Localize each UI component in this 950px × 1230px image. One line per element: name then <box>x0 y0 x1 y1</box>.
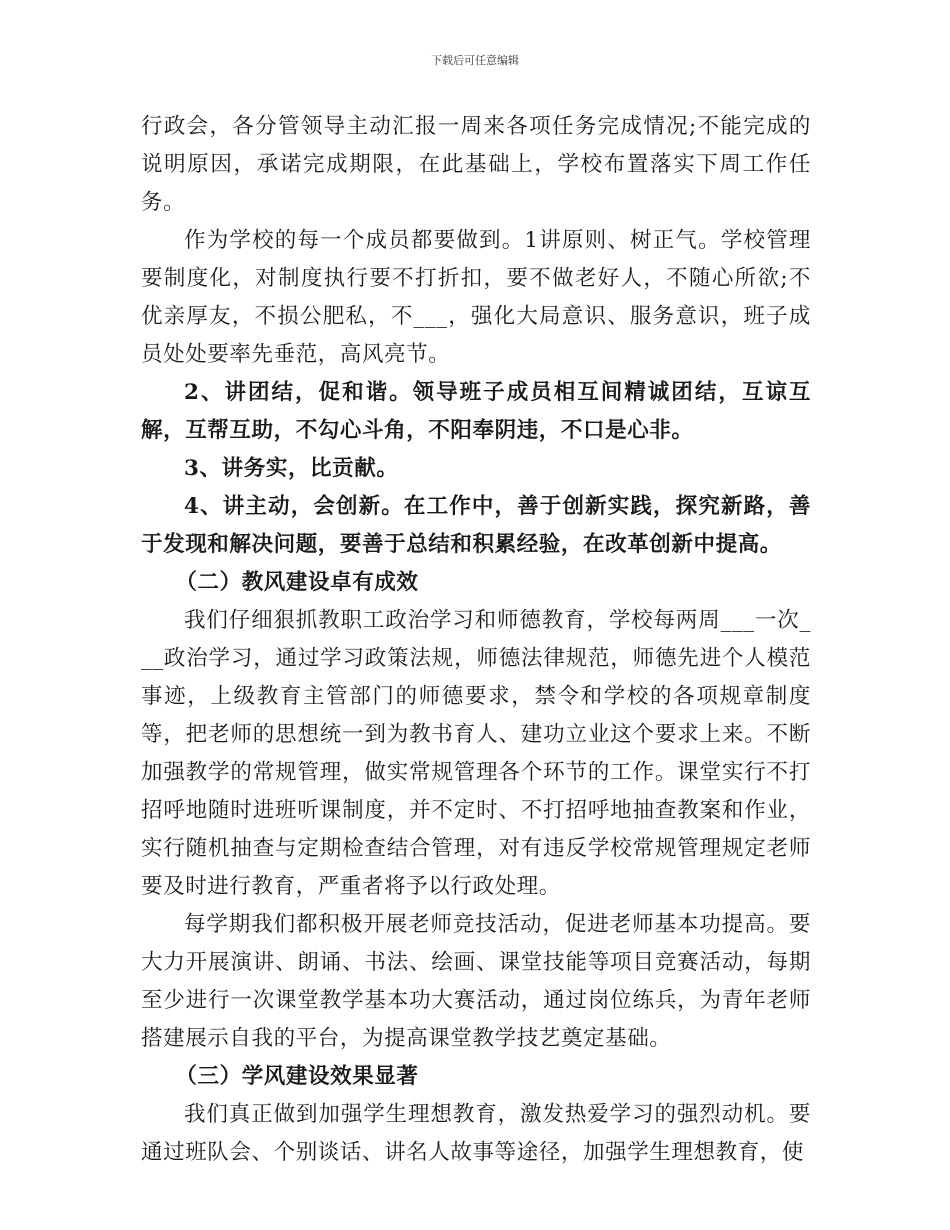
document-body <box>141 108 811 1172</box>
page-header: 下载后可任意编辑 <box>431 54 519 67</box>
paragraph-teacher-ethics: 我们仔细狠抓教职工政治学习和师德教育，学校每两周___一次___政治学习，通过学习政策法规，师德法律规范，师德先进个人模范事迹，上级教育主管部门的师德要求，禁令和学校的各项规章制度等，把老师的思想统一到为教书育人、建功立业这个要求上来。不断加强教学的常规管理，做实常规管理各个环节的工作。课堂实行不打招呼地随时进班听课制度，并不定时、不打招呼地抽查教案和作业，实行随机抽查与定期检查结合管理，对有违反学校常规管理规定老师要及时进行教育，严重者将予以行政处理。 <box>141 608 811 899</box>
paragraph-principles: 作为学校的每一个成员都要做到。1讲原则、树正气。学校管理要制度化，对制度执行要不打折扣，要不做老好人，不随心所欲;不优亲厚友，不损公肥私，不___，强化大局意识、服务意识，班子成员处处要率先垂范，高风亮节。 <box>141 228 811 367</box>
section-heading-teaching-style: （二）教风建设卓有成效 <box>175 570 419 595</box>
paragraph-student-ideals: 我们真正做到加强学生理想教育，激发热爱学习的强烈动机。要通过班队会、个别谈话、讲名人故事等途径，加强学生理想教育，使 <box>141 1102 811 1165</box>
paragraph-teacher-competition: 每学期我们都积极开展老师竞技活动，促进老师基本功提高。要大力开展演讲、朗诵、书法、绘画、课堂技能等项目竞赛活动，每期至少进行一次课堂教学基本功大赛活动，通过岗位练兵，为青年老师搭建展示自我的平台，为提高课堂教学技艺奠定基础。 <box>141 912 811 1051</box>
paragraph-practical: 3、讲务实，比贡献。 <box>184 456 399 481</box>
section-heading-study-style: （三）学风建设效果显著 <box>175 1064 419 1089</box>
paragraph-continuation: 行政会，各分管领导主动汇报一周来各项任务完成情况;不能完成的说明原因，承诺完成期限，在此基础上，学校布置落实下周工作任务。 <box>141 114 811 215</box>
paragraph-unity: 2、讲团结，促和谐。领导班子成员相互间精诚团结，互谅互解，互帮互助，不勾心斗角，不阳奉阴违，不口是心非。 <box>141 380 811 443</box>
paragraph-innovation: 4、讲主动，会创新。在工作中，善于创新实践，探究新路，善于发现和解决问题，要善于总结和积累经验，在改革创新中提高。 <box>141 494 811 557</box>
